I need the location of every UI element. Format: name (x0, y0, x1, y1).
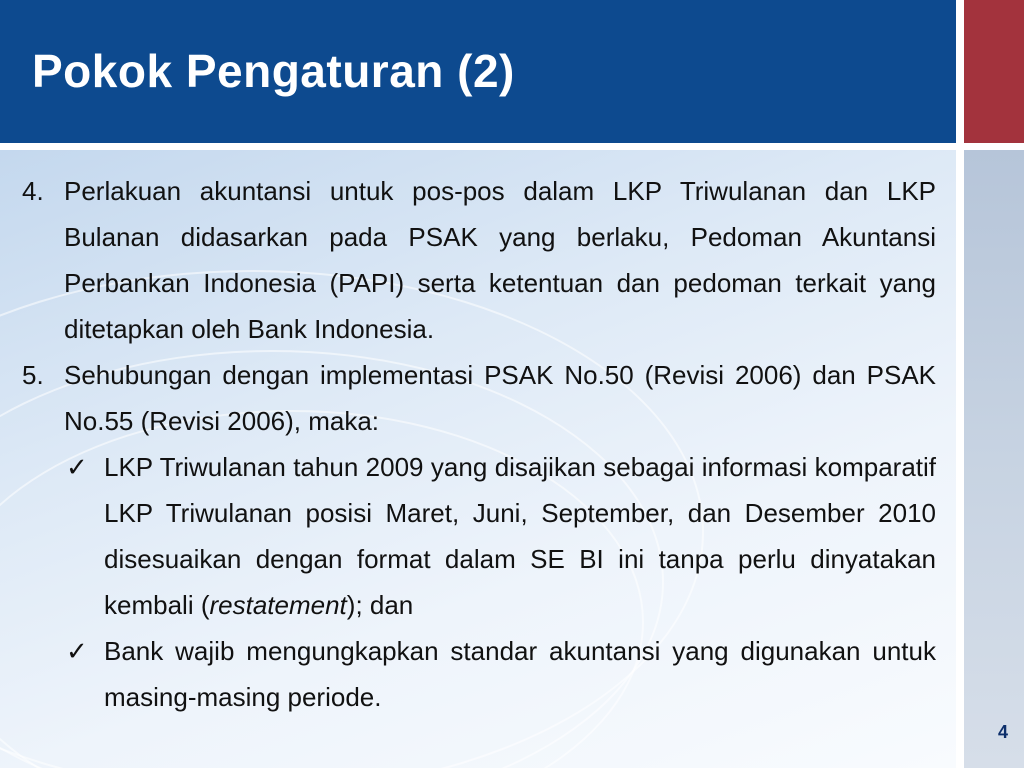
sub-item-text: Bank wajib mengungkapkan standar akuntansi yang digunakan untuk masing-masing periode. (104, 636, 936, 712)
sub-item-text: LKP Triwulanan tahun 2009 yang disajikan sebagai informasi komparatif LKP Triwulanan posisi Maret, Juni, September, dan Desember 2010 disesuaikan dengan format dalam SE BI ini tanpa perlu dinyatakan kembali ( (104, 452, 936, 620)
slide-title: Pokok Pengaturan (2) (32, 45, 515, 97)
page-number: 4 (998, 722, 1009, 742)
sub-list-item (22, 444, 936, 628)
list-item-text: Sehubungan dengan implementasi PSAK No.50 (Revisi 2006) dan PSAK No.55 (Revisi 2006), maka: (64, 360, 936, 436)
list-number: 4. (22, 176, 44, 206)
checkmark-icon: ✓ (66, 452, 88, 482)
sub-item-text-end: ); dan (346, 590, 414, 620)
list-item (22, 168, 936, 352)
list-number: 5. (22, 360, 44, 390)
checkmark-icon: ✓ (66, 636, 88, 666)
accent-block-red (964, 0, 1024, 143)
sub-list-item (22, 628, 936, 720)
list-item (22, 352, 936, 444)
divider-vertical (956, 0, 964, 768)
side-strip (964, 150, 1024, 768)
list-item-text: Perlakuan akuntansi untuk pos-pos dalam LKP Triwulanan dan LKP Bulanan didasarkan pada PSAK yang berlaku, Pedoman Akuntansi Perbankan Indonesia (PAPI) serta ketentuan dan pedoman terkait yang ditetapkan oleh Bank Indonesia. (64, 176, 936, 344)
slide-content (22, 168, 936, 720)
sub-item-italic: restatement (209, 590, 347, 620)
divider-horizontal (0, 143, 1024, 150)
title-bar (0, 0, 956, 143)
